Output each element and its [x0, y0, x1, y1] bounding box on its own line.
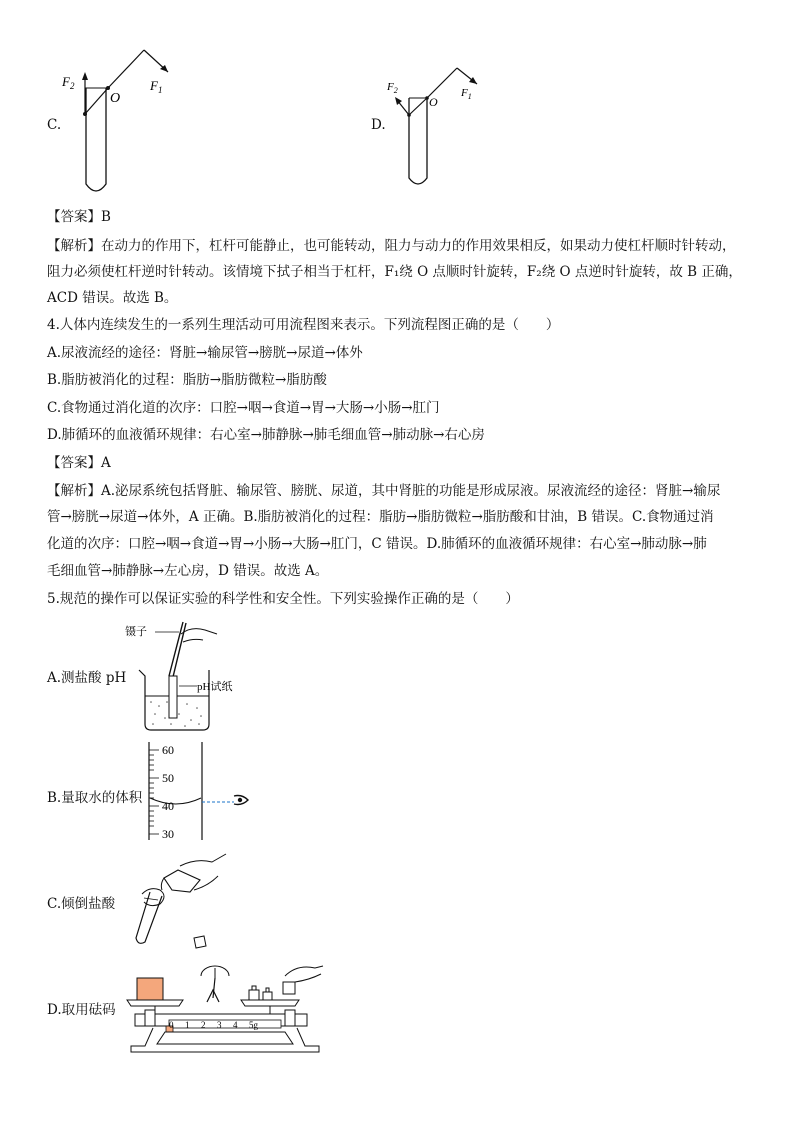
q4-stem: 4.人体内连续发生的一系列生理活动可用流程图来表示。下列流程图正确的是（ ）: [47, 317, 560, 333]
lever-figure-d: [385, 60, 495, 188]
q4-option-b: B.脂肪被消化的过程：脂肪→脂肪微粒→脂肪酸: [47, 372, 327, 388]
q4-option-d: D.肺循环的血液循环规律：右心室→肺静脉→肺毛细血管→肺动脉→右心房: [47, 427, 485, 443]
ph-paper-label: pH试纸: [197, 681, 233, 693]
q4-analysis-line-4: 毛细血管→肺静脉→左心房，D 错误。故选 A。: [47, 563, 329, 579]
lever-figure-c: [60, 44, 190, 200]
q3-analysis-line-1: 【解析】在动力的作用下，杠杆可能静止，也可能转动，阻力与动力的作用效果相反，如果动力使杠杆顺时针转动，: [47, 238, 736, 254]
scale-0: 0: [169, 1020, 174, 1030]
q5-option-a-label: A.测盐酸 pH: [47, 670, 127, 686]
tick-40: 40: [162, 799, 174, 813]
q3-analysis-line-3: ACD 错误。故选 B。: [47, 290, 178, 306]
balance-figure: [125, 960, 325, 1056]
q3-analysis-line-2: 阻力必须使杠杆逆时针转动。该情境下拭子相当于杠杆，F₁绕 O 点顺时针旋转，F₂绕 O 点逆时针旋转，故 B 正确，: [47, 264, 742, 280]
scale-5g: 5g: [249, 1020, 258, 1030]
q5-option-d-label: D.取用砝码: [47, 1002, 116, 1018]
q5-option-b-label: B.量取水的体积: [47, 790, 143, 806]
q4-option-a: A.尿液流经的途径：肾脏→输尿管→膀胱→尿道→体外: [47, 345, 363, 361]
scale-4: 4: [233, 1020, 238, 1030]
pouring-figure: [128, 850, 228, 950]
scale-1: 1: [185, 1020, 190, 1030]
q3-answer: 【答案】B: [47, 209, 111, 225]
tick-50: 50: [162, 771, 174, 785]
force-f1-label: $F_1$: [150, 78, 163, 95]
q5-option-c-label: C.倾倒盐酸: [47, 896, 116, 912]
tick-60: 60: [162, 743, 174, 757]
tick-30: 30: [162, 827, 174, 841]
force-f2-label: $F_2$: [62, 74, 75, 91]
tweezers-label: 镊子: [125, 626, 147, 638]
force-f2-label: $F_2$: [387, 81, 398, 95]
q4-analysis-line-3: 化道的次序：口腔→咽→食道→胃→小肠→大肠→肛门，C 错误。D.肺循环的血液循环规律：右心室→肺动脉→肺: [47, 536, 707, 552]
ph-test-figure: [125, 616, 255, 736]
pivot-o-label: O: [110, 91, 121, 106]
q5-stem: 5.规范的操作可以保证实验的科学性和安全性。下列实验操作正确的是（ ）: [47, 591, 519, 607]
scale-3: 3: [217, 1020, 222, 1030]
q4-answer: 【答案】A: [47, 455, 111, 471]
q4-option-c: C.食物通过消化道的次序：口腔→咽→食道→胃→大肠→小肠→肛门: [47, 400, 440, 416]
option-d-label: D.: [371, 117, 386, 133]
scale-2: 2: [201, 1020, 206, 1030]
q4-analysis-line-2: 管→膀胱→尿道→体外，A 正确。B.脂肪被消化的过程：脂肪→脂肪微粒→脂肪酸和甘油，B 错误。C.食物通过消: [47, 509, 714, 525]
pivot-o-label: O: [429, 95, 438, 109]
option-c-label: C.: [47, 117, 62, 133]
cylinder-reading-figure: [140, 740, 255, 842]
force-f1-label: $F_1$: [461, 87, 472, 101]
q4-analysis-line-1: 【解析】A.泌尿系统包括肾脏、输尿管、膀胱、尿道，其中肾脏的功能是形成尿液。尿液流经的途径：肾脏→输尿: [47, 483, 721, 499]
